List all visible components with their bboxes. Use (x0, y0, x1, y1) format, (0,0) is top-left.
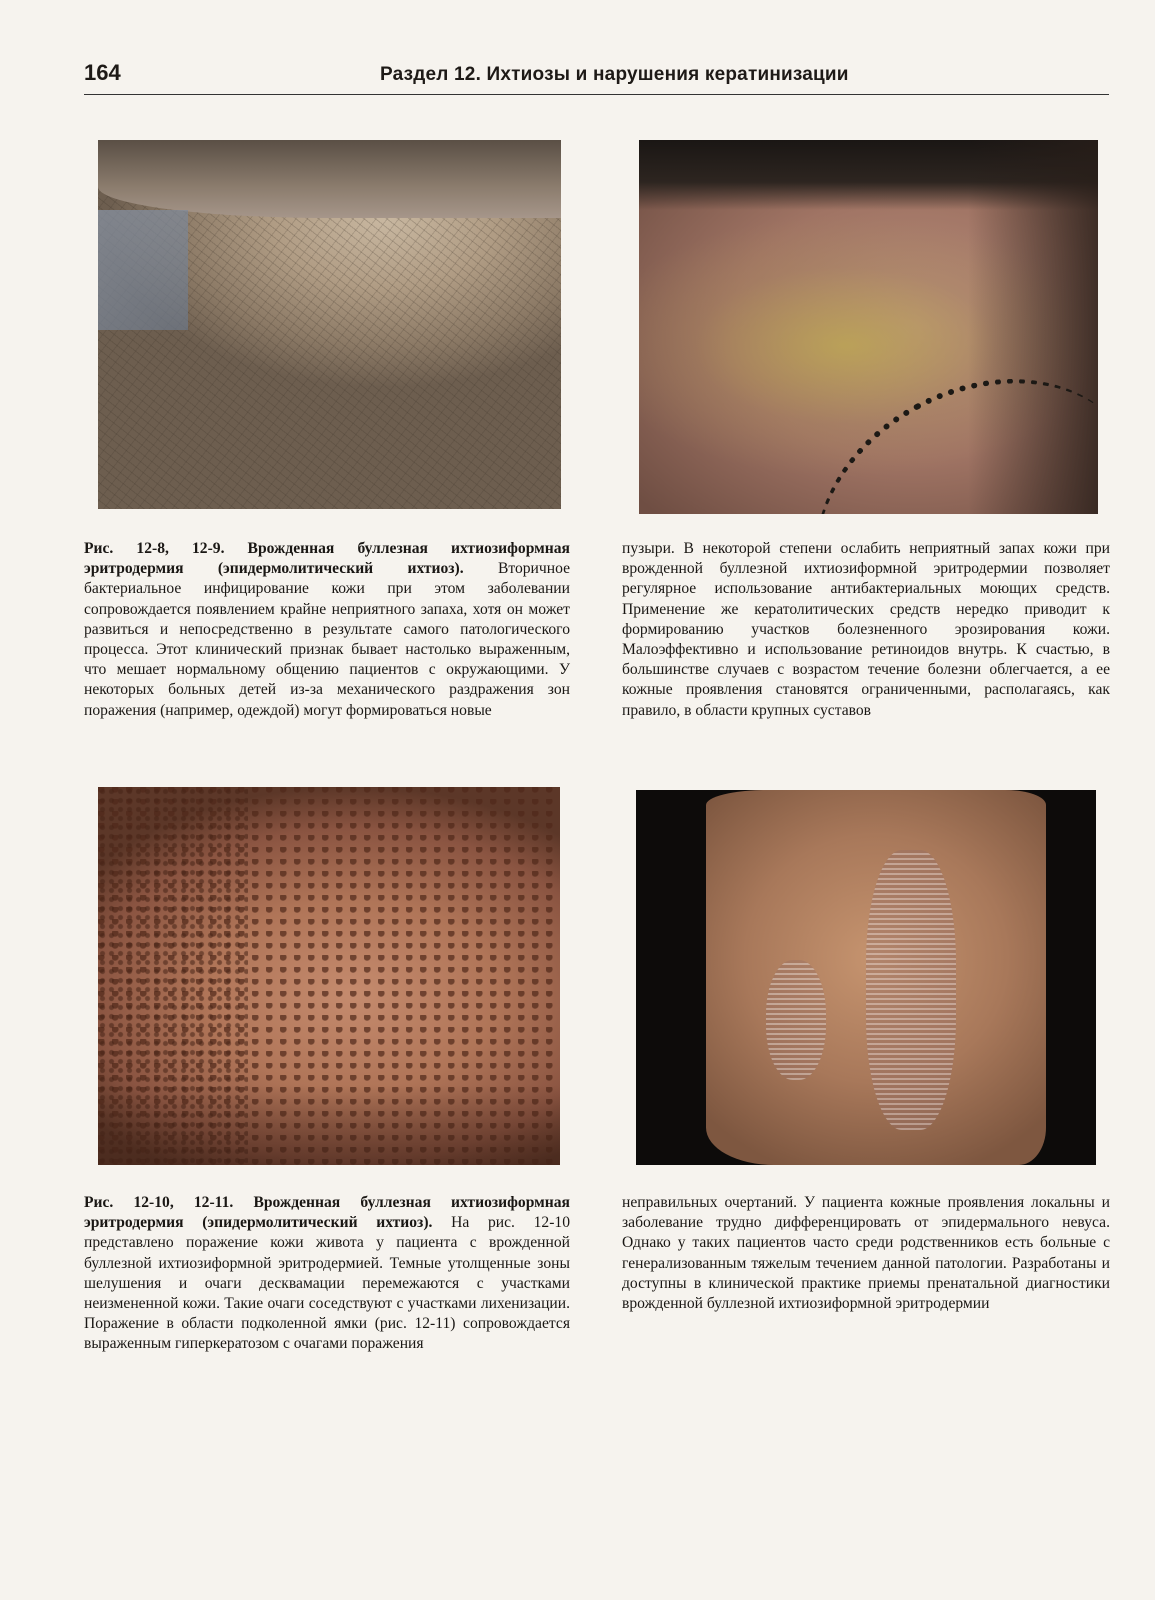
caption-fig-12-8-9-label: Рис. 12-8, 12-9. Врожденная буллезная ихтиозиформная эритродермия (эпидермолитический ихтиоз). (84, 540, 570, 578)
caption-fig-12-10-11-label: Рис. 12-10, 12-11. Врожденная буллезная ихтиозиформная эритродермия (эпидермолитический ихтиоз). (84, 1194, 570, 1232)
photo-fig-12-9 (639, 140, 1098, 514)
photo-fig-12-11-plaque (866, 850, 956, 1130)
page-number: 164 (84, 60, 121, 85)
caption-fig-12-10-11-left (84, 1193, 570, 1355)
photo-fig-12-10 (98, 787, 560, 1165)
header-rule (84, 94, 1109, 95)
photo-fig-12-11 (636, 790, 1096, 1165)
caption-fig-12-10-11-right: неправильных очертаний. У пациента кожные проявления локальны и заболевание трудно дифференцировать от эпидермального невуса. Однако у таких пациентов часто среди родственников есть больные с генерализованным тяжелым течением данной патологии. Разработаны и доступны в клинической практике приемы пренатальной диагностики врожденной буллезной ихтиозиформной эритродермии (622, 1194, 1110, 1313)
caption-fig-12-8-9-left (84, 539, 570, 721)
caption-fig-12-8-9-right: пузыри. В некоторой степени ослабить неприятный запах кожи при врожденной буллезной ихтиозиформной эритродермии позволяет регулярное использование антибактериальных моющих средств. Применение же кератолитических средств нередко приводит к формированию участков болезненного эрозирования кожи. Малоэффективно и использование ретиноидов внутрь. К счастью, в большинстве случаев с возрастом течение болезни облегчается, а ее кожные проявления становятся ограниченными, располагаясь, как правило, в области крупных суставов (622, 540, 1110, 719)
caption-fig-12-8-9-text-left: Вторичное бактериальное инфицирование кожи при этом заболевании сопровождается появлением крайне неприятного запаха, хотя он может развиться и непосредственно в результате самого патологического процесса. Этот клинический признак бывает настолько выраженным, что мешает нормальному общению пациентов с окружающими. У некоторых больных детей из-за механического раздражения зон поражения (например, одеждой) могут формироваться новые (84, 560, 570, 719)
photo-fig-12-8-background-band (98, 140, 561, 218)
photo-fig-12-11-plaque-secondary (766, 960, 826, 1080)
photo-fig-12-10-folds (98, 1085, 560, 1165)
running-header: Раздел 12. Ихтиозы и нарушения кератинизации (380, 64, 849, 85)
photo-fig-12-8-tile (98, 210, 188, 330)
photo-fig-12-8 (98, 140, 561, 509)
caption-fig-12-10-11-text-left: На рис. 12-10 представлено поражение кожи живота у пациента с врожденной буллезной ихтиозиформной эритродермией. Темные утолщенные зоны шелушения и очаги десквамации перемежаются с участками неизмененной кожи. Такие очаги соседствуют с участками лихенизации. Поражение в области подколенной ямки (рис. 12-11) сопровождается выраженным гиперкератозом с очагами поражения (84, 1214, 570, 1353)
